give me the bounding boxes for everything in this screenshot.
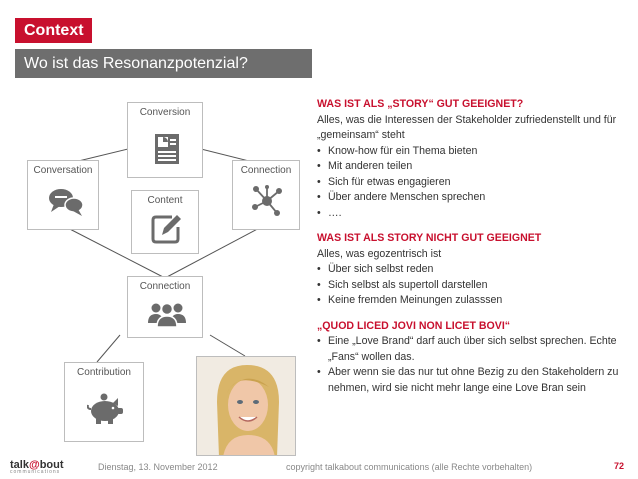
list-item: • Aber wenn sie das nur tut ohne Bezig zu den Stakeholdern zu nehmen, wird sie nicht mehr lange eine Love Bran sein <box>317 365 632 396</box>
card-content-label: Content <box>147 195 183 206</box>
card-conversation <box>27 160 99 230</box>
list-item: • Know-how für ein Thema bieten <box>317 144 632 160</box>
talkabout-logo <box>10 459 64 475</box>
piggy-bank-icon <box>87 393 125 425</box>
list-item: • Eine „Love Brand“ darf auch über sich selbst sprechen. Echte „Fans“ wollen das. <box>317 334 632 365</box>
section-tag: Context <box>15 18 92 43</box>
page-number: 72 <box>614 461 625 471</box>
page-title: Wo ist das Resonanzpotenzial? <box>15 49 312 78</box>
card-conversation-label: Conversation <box>33 165 93 176</box>
network-hub-icon <box>251 185 283 217</box>
edit-pen-icon <box>150 213 182 245</box>
section1-heading: WAS IST ALS „STORY“ GUT GEEIGNET? <box>317 98 524 110</box>
list-item: • …. <box>317 206 632 222</box>
section1-intro: Alles, was die Interessen der Stakeholder zufriedenstellt und für „gemeinsam“ steht <box>317 113 617 141</box>
list-item: • Über andere Menschen sprechen <box>317 190 632 206</box>
card-contribution-label: Contribution <box>77 367 131 378</box>
section2-intro: Alles, was egozentrisch ist <box>317 247 442 260</box>
card-connection-network-label: Connection <box>240 165 292 176</box>
logo-prefix: talk <box>10 459 29 471</box>
footer-copyright: copyright talkabout communications (alle Rechte vorbehalten) <box>286 462 533 472</box>
chat-bubbles-icon <box>48 187 84 217</box>
card-content <box>131 190 199 254</box>
portrait-illustration <box>197 357 296 456</box>
card-conversion <box>127 102 203 178</box>
section2-bullet-list <box>317 262 632 309</box>
list-item: • Sich für etwas engagieren <box>317 175 632 191</box>
section3-bullet-list <box>317 334 632 396</box>
section3-heading: „QUOD LICED JOVI NON LICET BOVI“ <box>317 319 511 332</box>
list-item: • Sich selbst als supertoll darstellen <box>317 278 632 294</box>
text-column <box>317 97 632 396</box>
document-stats-icon <box>154 133 180 165</box>
card-connection-people <box>127 276 203 338</box>
list-item: • Mit anderen teilen <box>317 159 632 175</box>
list-item: • Über sich selbst reden <box>317 262 632 278</box>
footer-date: Dienstag, 13. November 2012 <box>98 462 218 472</box>
card-connection-network <box>232 160 300 230</box>
logo-subtitle: communications <box>10 469 61 475</box>
section1-bullet-list <box>317 144 632 222</box>
logo-at: @ <box>28 459 40 471</box>
section2-heading: WAS IST ALS STORY NICHT GUT GEEIGNET <box>317 232 542 244</box>
logo-suffix: bout <box>39 459 64 471</box>
card-connection-people-label: Connection <box>139 281 191 292</box>
list-item: • Keine fremden Meinungen zulasssen <box>317 293 632 309</box>
woman-portrait-image <box>196 356 296 456</box>
people-group-icon <box>148 301 186 327</box>
card-conversion-label: Conversion <box>139 107 191 118</box>
card-contribution <box>64 362 144 442</box>
